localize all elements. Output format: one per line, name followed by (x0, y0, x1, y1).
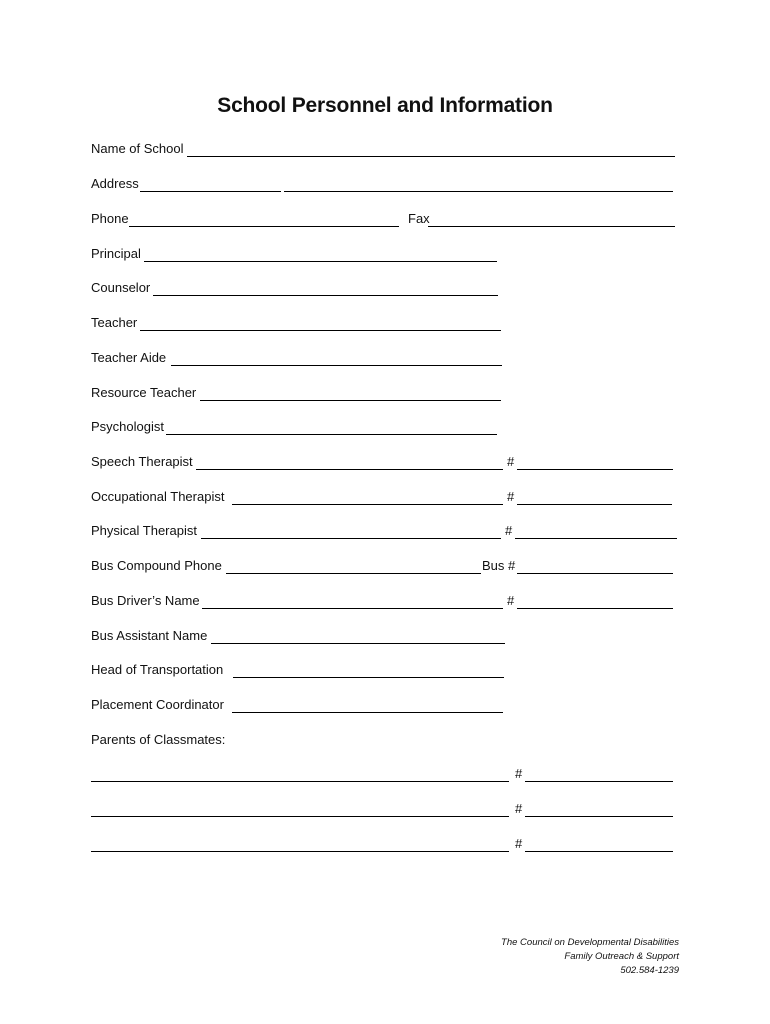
placement-coordinator-label: Placement Coordinator (91, 697, 224, 712)
classmate-parent-name-field[interactable] (91, 767, 509, 782)
phone-label: Phone (91, 211, 129, 226)
head-of-transportation-row (91, 662, 681, 680)
placement-coordinator-field[interactable] (232, 698, 503, 713)
head-of-transportation-label: Head of Transportation (91, 662, 224, 677)
bus-number-field[interactable] (517, 559, 673, 574)
address-field-2[interactable] (284, 177, 673, 192)
bus-compound-phone-field[interactable] (226, 559, 481, 574)
bus-assistant-name-field[interactable] (211, 629, 505, 644)
classmate-parent-number-field[interactable] (525, 802, 673, 817)
speech-therapist-label: Speech Therapist (91, 454, 193, 469)
teacher-aide-row (91, 350, 681, 368)
classmate-parent-row (91, 766, 681, 784)
resource-teacher-field[interactable] (200, 386, 501, 401)
footer-department: Family Outreach & Support (564, 951, 679, 962)
physical-therapist-number-sign: # (505, 523, 513, 538)
teacher-row (91, 315, 681, 333)
classmate-parent-number-field[interactable] (525, 767, 673, 782)
classmate-parent-row (91, 801, 681, 819)
physical-therapist-label: Physical Therapist (91, 523, 197, 538)
bus-drivers-name-field[interactable] (202, 594, 503, 609)
fax-label: Fax (408, 211, 430, 226)
physical-therapist-field[interactable] (201, 524, 501, 539)
psychologist-field[interactable] (166, 420, 497, 435)
physical-therapist-number-field[interactable] (515, 524, 677, 539)
occupational-therapist-row (91, 489, 681, 507)
phone-fax-row (91, 211, 681, 229)
occupational-therapist-number-field[interactable] (517, 490, 672, 505)
occupational-therapist-number-sign: # (507, 489, 515, 504)
principal-row (91, 246, 681, 264)
phone-field[interactable] (129, 212, 399, 227)
teacher-label: Teacher (91, 315, 138, 330)
classmate-parent-name-field[interactable] (91, 802, 509, 817)
counselor-field[interactable] (153, 281, 498, 296)
bus-driver-number-sign: # (507, 593, 515, 608)
teacher-field[interactable] (140, 316, 501, 331)
bus-assistant-name-label: Bus Assistant Name (91, 628, 208, 643)
footer-phone: 502.584-1239 (620, 965, 679, 976)
bus-number-label: Bus # (482, 558, 516, 573)
footer-organization: The Council on Developmental Disabilities (501, 937, 679, 948)
name-of-school-row (91, 141, 681, 159)
bus-driver-number-field[interactable] (517, 594, 673, 609)
counselor-label: Counselor (91, 280, 151, 295)
placement-coordinator-row (91, 697, 681, 715)
speech-therapist-field[interactable] (196, 455, 503, 470)
principal-field[interactable] (144, 247, 497, 262)
bus-compound-phone-label: Bus Compound Phone (91, 558, 222, 573)
name-of-school-field[interactable] (187, 142, 675, 157)
classmate-parent-number-field[interactable] (525, 837, 673, 852)
bus-compound-phone-row (91, 558, 681, 576)
address-label: Address (91, 176, 139, 191)
occupational-therapist-label: Occupational Therapist (91, 489, 225, 504)
speech-therapist-number-sign: # (507, 454, 515, 469)
address-field-1[interactable] (140, 177, 281, 192)
page-title: School Personnel and Information (217, 94, 553, 117)
parents-of-classmates-row (91, 732, 681, 750)
teacher-aide-label: Teacher Aide (91, 350, 167, 365)
address-row (91, 176, 681, 194)
psychologist-row (91, 419, 681, 437)
classmate-parent-name-field[interactable] (91, 837, 509, 852)
footer (501, 936, 679, 978)
speech-therapist-number-field[interactable] (517, 455, 673, 470)
bus-drivers-name-row (91, 593, 681, 611)
fax-field[interactable] (428, 212, 675, 227)
classmate-parent-number-sign: # (515, 801, 523, 816)
speech-therapist-row (91, 454, 681, 472)
physical-therapist-row (91, 523, 681, 541)
psychologist-label: Psychologist (91, 419, 164, 434)
classmate-parent-number-sign: # (515, 766, 523, 781)
resource-teacher-label: Resource Teacher (91, 385, 197, 400)
classmate-parent-number-sign: # (515, 836, 523, 851)
parents-of-classmates-label: Parents of Classmates: (91, 732, 226, 747)
occupational-therapist-field[interactable] (232, 490, 503, 505)
counselor-row (91, 280, 681, 298)
classmate-parent-row (91, 836, 681, 854)
bus-assistant-name-row (91, 628, 681, 646)
head-of-transportation-field[interactable] (233, 663, 504, 678)
principal-label: Principal (91, 246, 141, 261)
bus-drivers-name-label: Bus Driver’s Name (91, 593, 200, 608)
name-of-school-label: Name of School (91, 141, 184, 156)
teacher-aide-field[interactable] (171, 351, 502, 366)
resource-teacher-row (91, 385, 681, 403)
